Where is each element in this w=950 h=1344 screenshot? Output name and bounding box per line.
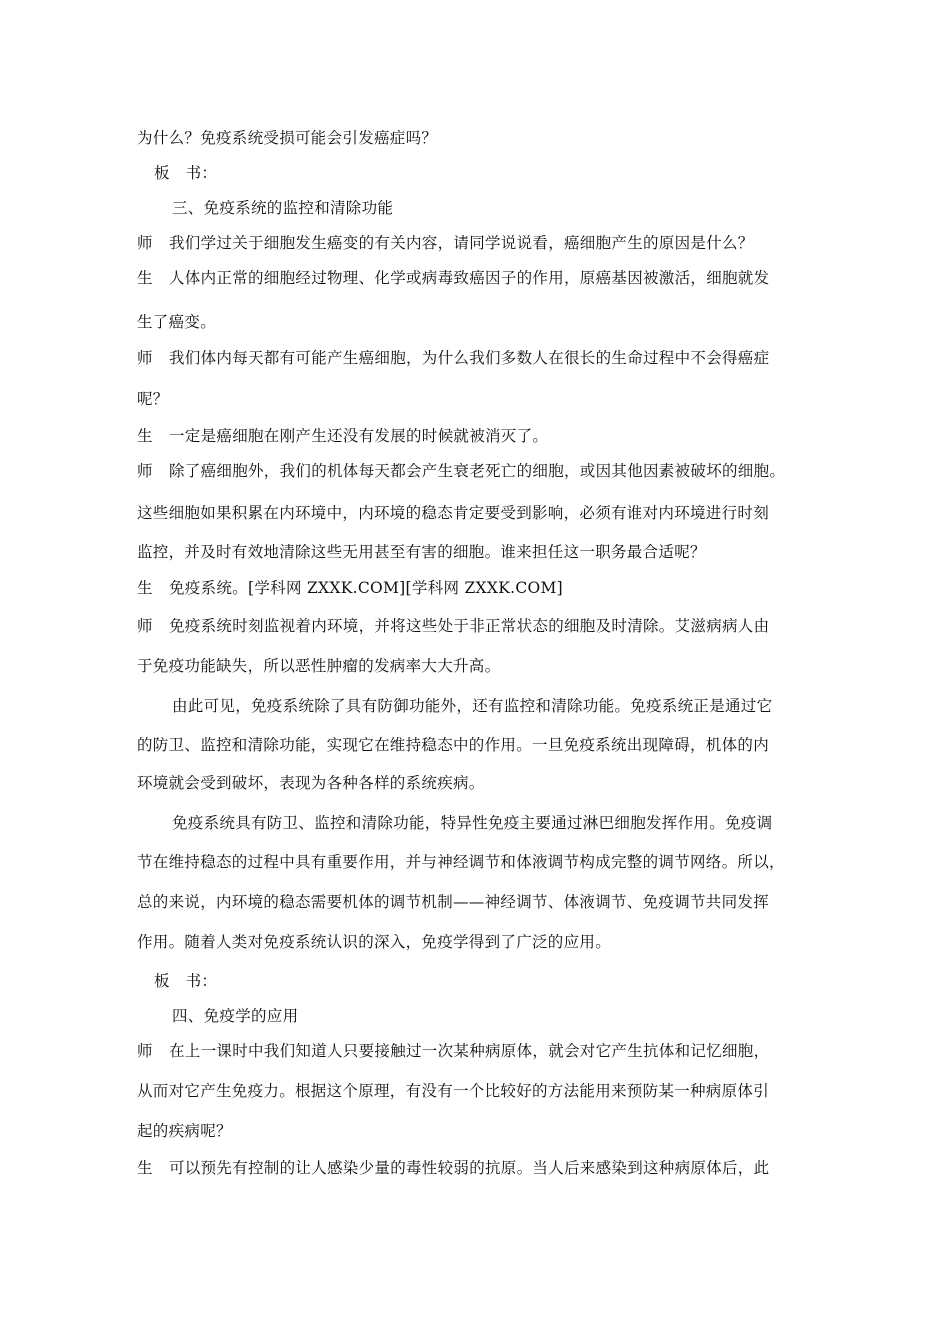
- board-heading: 板 书：: [154, 972, 218, 990]
- dialogue-line: 师 除了癌细胞外，我们的机体每天都会产生衰老死亡的细胞，或因其他因素被破坏的细胞。: [137, 462, 786, 480]
- text-line: 于免疫功能缺失，所以恶性肿瘤的发病率大大升高。: [137, 657, 501, 675]
- text-line: 为什么？免疫系统受损可能会引发癌症吗？: [137, 129, 438, 147]
- speaker-label: 生: [137, 427, 153, 445]
- text-line: 总的来说，内环境的稳态需要机体的调节机制——神经调节、体液调节、免疫调节共同发挥: [137, 893, 770, 911]
- paragraph-line: 由此可见，免疫系统除了具有防御功能外，还有监控和清除功能。免疫系统正是通过它: [172, 697, 773, 715]
- speaker-label: 生: [137, 1159, 153, 1177]
- speaker-label: 师: [137, 349, 153, 367]
- dialogue-line: 生 可以预先有控制的让人感染少量的毒性较弱的抗原。当人后来感染到这种病原体后，此: [137, 1159, 770, 1177]
- dialogue-line: 生 人体内正常的细胞经过物理、化学或病毒致癌因子的作用，原癌基因被激活，细胞就发: [137, 269, 770, 287]
- text-line: 作用。随着人类对免疫系统认识的深入，免疫学得到了广泛的应用。: [137, 933, 612, 951]
- section-heading: 三、免疫系统的监控和清除功能: [172, 199, 394, 217]
- speaker-label: 生: [137, 579, 153, 597]
- dialogue-line: 生 一定是癌细胞在刚产生还没有发展的时候就被消灭了。: [137, 427, 549, 445]
- dialogue-line: 师 我们体内每天都有可能产生癌细胞，为什么我们多数人在很长的生命过程中不会得癌症: [137, 349, 770, 367]
- speaker-label: 师: [137, 617, 153, 635]
- text-line: 监控，并及时有效地清除这些无用甚至有害的细胞。谁来担任这一职务最合适呢？: [137, 543, 706, 561]
- text-line: 的防卫、监控和清除功能，实现它在维持稳态中的作用。一旦免疫系统出现障碍，机体的内: [137, 736, 770, 754]
- text-line: 节在维持稳态的过程中具有重要作用，并与神经调节和体液调节构成完整的调节网络。所以，: [137, 853, 785, 871]
- speaker-label: 生: [137, 269, 153, 287]
- text-line: 呢？: [137, 390, 169, 408]
- dialogue-line: 师 免疫系统时刻监视着内环境，并将这些处于非正常状态的细胞及时清除。艾滋病病人由: [137, 617, 770, 635]
- text-line: 起的疾病呢？: [137, 1122, 232, 1140]
- speaker-label: 师: [137, 462, 153, 480]
- speaker-label: 师: [137, 1042, 153, 1060]
- text-line: 环境就会受到破坏，表现为各种各样的系统疾病。: [137, 774, 485, 792]
- dialogue-line: 师 在上一课时中我们知道人只要接触过一次某种病原体，就会对它产生抗体和记忆细胞，: [137, 1042, 770, 1060]
- speaker-label: 师: [137, 234, 153, 252]
- section-heading: 四、免疫学的应用: [172, 1007, 299, 1025]
- dialogue-line: 师 我们学过关于细胞发生癌变的有关内容，请同学说说看，癌细胞产生的原因是什么？: [137, 234, 754, 252]
- paragraph-line: 免疫系统具有防卫、监控和清除功能，特异性免疫主要通过淋巴细胞发挥作用。免疫调: [172, 814, 773, 832]
- text-line: 从而对它产生免疫力。根据这个原理，有没有一个比较好的方法能用来预防某一种病原体引: [137, 1082, 770, 1100]
- text-line: 生了癌变。: [137, 313, 217, 331]
- dialogue-line: 生 免疫系统。[学科网 ZXXK.COM][学科网 ZXXK.COM]: [137, 579, 564, 597]
- text-line: 这些细胞如果积累在内环境中，内环境的稳态肯定要受到影响，必须有谁对内环境进行时刻: [137, 504, 770, 522]
- board-heading: 板 书：: [154, 164, 218, 182]
